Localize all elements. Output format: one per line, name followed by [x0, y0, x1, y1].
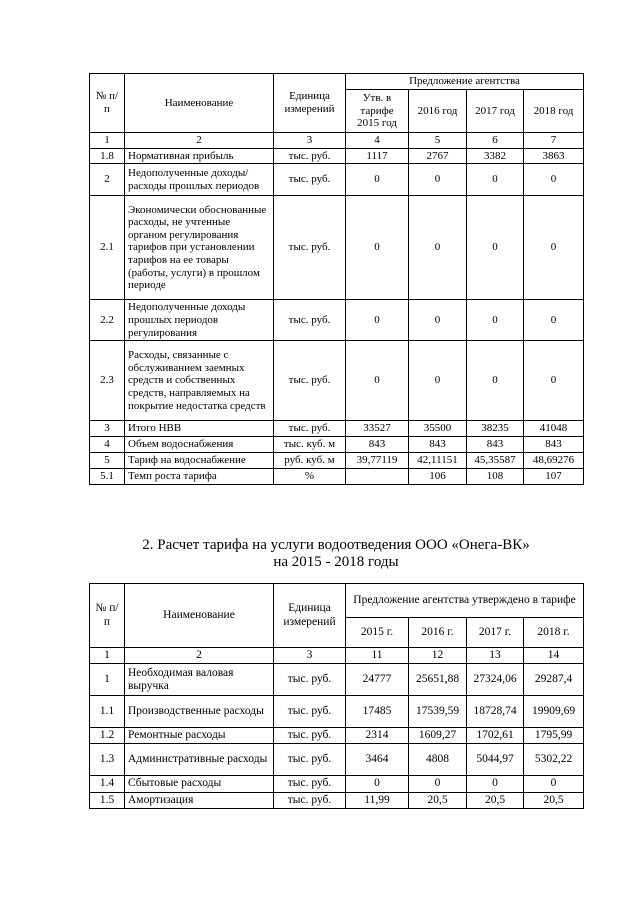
row-number: 1.1: [90, 696, 125, 728]
row-value: 5302,22: [524, 744, 584, 776]
row-unit: руб. куб. м: [274, 453, 346, 469]
row-unit: тыс. руб.: [274, 421, 346, 437]
row-value: 0: [346, 341, 409, 421]
header-unit: Единица измерений: [274, 74, 346, 133]
row-number: 1.5: [90, 792, 125, 808]
row-value: 107: [524, 469, 584, 485]
section-subheading: на 2015 - 2018 годы: [273, 554, 399, 570]
row-value: 42,11151: [409, 453, 467, 469]
column-index: 3: [274, 133, 346, 149]
row-value: 0: [346, 196, 409, 300]
table-row: [90, 792, 584, 808]
row-value: 38235: [467, 421, 524, 437]
row-value: 3863: [524, 148, 584, 164]
wastewater-tariff-table: [89, 583, 584, 809]
row-value: 843: [409, 437, 467, 453]
row-value: 45,35587: [467, 453, 524, 469]
row-value: 1702,61: [467, 728, 524, 744]
row-unit: тыс. куб. м: [274, 437, 346, 453]
row-value: 0: [524, 300, 584, 341]
row-number: 1.3: [90, 744, 125, 776]
row-unit: тыс. руб.: [274, 196, 346, 300]
header-num: № п/п: [90, 74, 125, 133]
column-index: 13: [467, 648, 524, 664]
row-value: 41048: [524, 421, 584, 437]
row-value: 0: [409, 341, 467, 421]
row-number: 1: [90, 664, 125, 696]
header-year: 2016 г.: [409, 618, 467, 648]
row-value: 11,99: [346, 792, 409, 808]
row-unit: тыс. руб.: [274, 341, 346, 421]
row-number: 5: [90, 453, 125, 469]
row-name: Расходы, связанные с обслуживанием заемных средств и собственных средств, направляемых на покрытие недостатка средств: [125, 341, 274, 421]
row-unit: тыс. руб.: [274, 728, 346, 744]
column-index: 5: [409, 133, 467, 149]
table-row: [90, 437, 584, 453]
row-value: 2314: [346, 728, 409, 744]
header-num: № п/п: [90, 584, 125, 648]
row-name: Недополученные доходы/расходы прошлых периодов: [125, 164, 274, 196]
section-heading: 2. Расчет тарифа на услуги водоотведения ООО «Онега-ВК»: [142, 537, 530, 553]
row-value: 2767: [409, 148, 467, 164]
row-value: 0: [524, 776, 584, 792]
row-value: 0: [467, 196, 524, 300]
table-row: [90, 728, 584, 744]
row-value: 1609,27: [409, 728, 467, 744]
row-value: 3464: [346, 744, 409, 776]
row-value: 17485: [346, 696, 409, 728]
row-unit: тыс. руб.: [274, 300, 346, 341]
header-group: Предложение агентства утверждено в тарифе: [346, 584, 584, 618]
row-value: 0: [346, 300, 409, 341]
table-row: [90, 341, 584, 421]
header-year: 2018 г.: [524, 618, 584, 648]
row-value: 106: [409, 469, 467, 485]
row-unit: тыс. руб.: [274, 664, 346, 696]
row-number: 1.2: [90, 728, 125, 744]
row-value: 0: [409, 776, 467, 792]
row-name: Экономически обоснованные расходы, не учтенные органом регулирования тарифов при установлении тарифов на ее товары (работы, услуги) в прошлом периоде: [125, 196, 274, 300]
row-unit: тыс. руб.: [274, 744, 346, 776]
row-value: 25651,88: [409, 664, 467, 696]
row-value: 24777: [346, 664, 409, 696]
row-name: Административные расходы: [125, 744, 274, 776]
header-name: Наименование: [125, 584, 274, 648]
header-year: 2015 г.: [346, 618, 409, 648]
row-unit: тыс. руб.: [274, 696, 346, 728]
row-value: 0: [524, 164, 584, 196]
row-number: 1.8: [90, 148, 125, 164]
column-index: 11: [346, 648, 409, 664]
table-row: [90, 421, 584, 437]
column-index: 2: [125, 133, 274, 149]
row-unit: %: [274, 469, 346, 485]
row-value: 1117: [346, 148, 409, 164]
table-row: [90, 664, 584, 696]
table-row: [90, 164, 584, 196]
row-name: Недополученные доходы прошлых периодов регулирования: [125, 300, 274, 341]
row-value: 0: [409, 164, 467, 196]
row-value: 0: [467, 341, 524, 421]
header-name: Наименование: [125, 74, 274, 133]
row-unit: тыс. руб.: [274, 776, 346, 792]
row-name: Амортизация: [125, 792, 274, 808]
header-year: 2018 год: [524, 90, 584, 133]
row-value: [346, 469, 409, 485]
row-number: 5.1: [90, 469, 125, 485]
table-row: [90, 148, 584, 164]
row-value: 0: [346, 164, 409, 196]
header-year: 2016 год: [409, 90, 467, 133]
row-value: 20,5: [467, 792, 524, 808]
row-name: Необходимая валовая выручка: [125, 664, 274, 696]
row-value: 20,5: [524, 792, 584, 808]
row-value: 0: [467, 300, 524, 341]
row-value: 0: [524, 341, 584, 421]
row-value: 39,77119: [346, 453, 409, 469]
row-number: 2: [90, 164, 125, 196]
row-unit: тыс. руб.: [274, 148, 346, 164]
table-row: [90, 196, 584, 300]
row-value: 35500: [409, 421, 467, 437]
row-unit: тыс. руб.: [274, 792, 346, 808]
row-name: Тариф на водоснабжение: [125, 453, 274, 469]
row-name: Сбытовые расходы: [125, 776, 274, 792]
column-index: 1: [90, 133, 125, 149]
table-row: [90, 453, 584, 469]
column-index: 12: [409, 648, 467, 664]
row-number: 4: [90, 437, 125, 453]
table-row: [90, 776, 584, 792]
row-name: Производственные расходы: [125, 696, 274, 728]
row-value: 33527: [346, 421, 409, 437]
row-name: Объем водоснабжения: [125, 437, 274, 453]
column-index: 4: [346, 133, 409, 149]
row-name: Нормативная прибыль: [125, 148, 274, 164]
row-value: 0: [467, 776, 524, 792]
row-value: 5044,97: [467, 744, 524, 776]
column-index: 6: [467, 133, 524, 149]
header-year: Утв. в тарифе 2015 год: [346, 90, 409, 133]
table-row: [90, 469, 584, 485]
header-year: 2017 г.: [467, 618, 524, 648]
column-index: 3: [274, 648, 346, 664]
row-number: 3: [90, 421, 125, 437]
table-row: [90, 300, 584, 341]
row-value: 1795,99: [524, 728, 584, 744]
column-index: 14: [524, 648, 584, 664]
header-group: Предложение агентства: [346, 74, 584, 90]
row-value: 29287,4: [524, 664, 584, 696]
column-index: 7: [524, 133, 584, 149]
row-number: 2.1: [90, 196, 125, 300]
row-value: 0: [346, 776, 409, 792]
row-value: 48,69276: [524, 453, 584, 469]
row-value: 843: [467, 437, 524, 453]
column-index: 2: [125, 648, 274, 664]
row-value: 19909,69: [524, 696, 584, 728]
row-value: 843: [346, 437, 409, 453]
row-number: 1.4: [90, 776, 125, 792]
row-value: 17539,59: [409, 696, 467, 728]
row-name: Итого НВВ: [125, 421, 274, 437]
row-name: Ремонтные расходы: [125, 728, 274, 744]
row-value: 0: [409, 300, 467, 341]
row-value: 0: [524, 196, 584, 300]
row-value: 27324,06: [467, 664, 524, 696]
row-value: 0: [409, 196, 467, 300]
table-row: [90, 744, 584, 776]
row-number: 2.2: [90, 300, 125, 341]
row-value: 843: [524, 437, 584, 453]
row-number: 2.3: [90, 341, 125, 421]
row-value: 20,5: [409, 792, 467, 808]
row-value: 3382: [467, 148, 524, 164]
row-value: 4808: [409, 744, 467, 776]
row-unit: тыс. руб.: [274, 164, 346, 196]
row-name: Темп роста тарифа: [125, 469, 274, 485]
row-value: 18728,74: [467, 696, 524, 728]
table-row: [90, 696, 584, 728]
column-index: 1: [90, 648, 125, 664]
row-value: 0: [467, 164, 524, 196]
header-year: 2017 год: [467, 90, 524, 133]
header-unit: Единица измерений: [274, 584, 346, 648]
tariff-proposal-table: [89, 73, 584, 485]
row-value: 108: [467, 469, 524, 485]
